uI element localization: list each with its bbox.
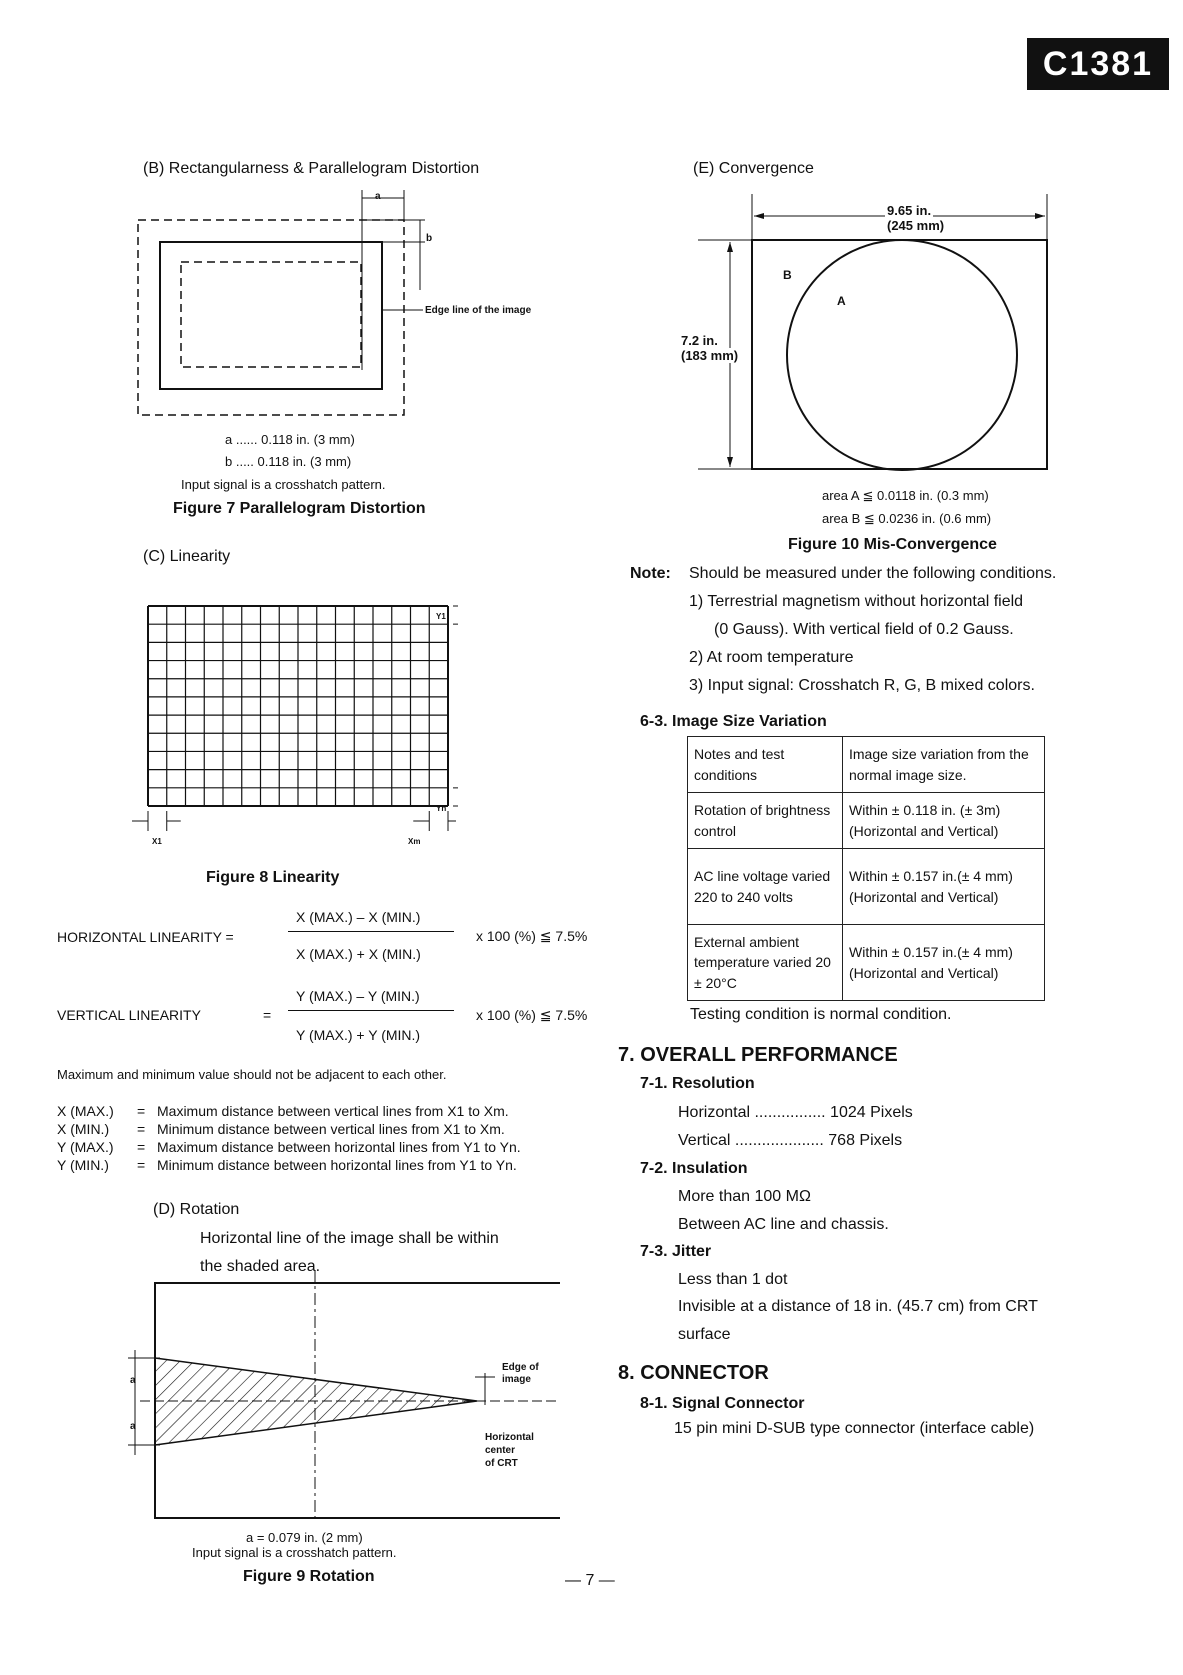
height-label-mm: (183 mm)	[681, 348, 739, 363]
edge-line-label: Edge line of the image	[425, 305, 532, 316]
center-label-1: Horizontal	[485, 1432, 534, 1443]
v-denominator: Y (MAX.) + Y (MIN.)	[296, 1027, 421, 1043]
table-row	[688, 925, 1045, 1001]
figure-8-caption: Figure 8 Linearity	[206, 869, 340, 886]
vertical-linearity-label: VERTICAL LINEARITY	[57, 1007, 201, 1023]
h-result: x 100 (%) ≦ 7.5%	[476, 928, 588, 944]
def-desc: Maximum distance between vertical lines from X1 to Xm.	[157, 1103, 509, 1119]
resolution-title: 7-1. Resolution	[640, 1075, 755, 1092]
center-label-3: of CRT	[485, 1458, 518, 1469]
def-desc: Minimum distance between horizontal lines from Y1 to Yn.	[157, 1157, 517, 1173]
def-eq: =	[137, 1157, 146, 1173]
note-label: Note:	[630, 565, 671, 582]
def-eq: =	[137, 1121, 146, 1137]
rotation-text-1: Horizontal line of the image shall be within	[200, 1230, 499, 1247]
center-label-2: center	[485, 1445, 516, 1456]
x1-label: X1	[152, 837, 162, 846]
v-numerator: Y (MAX.) – Y (MIN.)	[296, 988, 420, 1004]
edge-of-image-label-2: image	[502, 1374, 531, 1385]
table-cell: Notes and test conditions	[688, 737, 843, 793]
table-cell: Image size variation from the normal image size.	[843, 737, 1045, 793]
note-item-2: 2) At room temperature	[689, 649, 854, 666]
table-row	[688, 849, 1045, 925]
section-b-title: (B) Rectangularness & Parallelogram Distortion	[143, 160, 480, 177]
dim-b-label: b	[426, 233, 433, 244]
signal-connector-title: 8-1. Signal Connector	[640, 1395, 805, 1412]
table-cell: Within ± 0.157 in.(± 4 mm) (Horizontal and Vertical)	[843, 925, 1045, 1001]
model-badge: C1381	[1027, 38, 1169, 90]
section-c-title: (C) Linearity	[143, 548, 231, 565]
dim-a-label: a	[375, 191, 381, 202]
rotation-a-label-bottom: a	[130, 1421, 136, 1432]
table-row	[688, 793, 1045, 849]
rotation-a-label-top: a	[130, 1375, 136, 1386]
figure-9-caption: Figure 9 Rotation	[243, 1568, 375, 1585]
signal-connector-text: 15 pin mini D-SUB type connector (interface cable)	[674, 1420, 1035, 1437]
testing-condition-note: Testing condition is normal condition.	[690, 1006, 952, 1023]
jitter-condition-2: surface	[678, 1326, 731, 1343]
insulation-title: 7-2. Insulation	[640, 1160, 748, 1177]
section-d-title: (D) Rotation	[153, 1201, 240, 1218]
width-label-mm: (245 mm)	[887, 218, 945, 233]
rotation-diagram	[120, 1265, 560, 1530]
resolution-horizontal: Horizontal ................ 1024 Pixels	[678, 1104, 913, 1121]
signal-note-d: Input signal is a crosshatch pattern.	[192, 1545, 397, 1560]
h-numerator: X (MAX.) – X (MIN.)	[296, 909, 421, 925]
max-min-note: Maximum and minimum value should not be adjacent to each other.	[57, 1067, 447, 1082]
rotation-a-value: a = 0.079 in. (2 mm)	[246, 1530, 363, 1545]
yn-label: Yn	[436, 804, 447, 813]
h-fraction-bar	[288, 931, 454, 932]
insulation-value: More than 100 MΩ	[678, 1188, 811, 1205]
definition-row	[57, 1156, 521, 1174]
note-item-1: 1) Terrestrial magnetism without horizontal field	[689, 593, 1024, 610]
note-item-3: 3) Input signal: Crosshatch R, G, B mixed colors.	[689, 677, 1035, 694]
figure-10-caption: Figure 10 Mis-Convergence	[788, 536, 997, 553]
v-result: x 100 (%) ≦ 7.5%	[476, 1007, 588, 1023]
table-cell: Rotation of brightness control	[688, 793, 843, 849]
jitter-title: 7-3. Jitter	[640, 1243, 712, 1260]
area-a-spec: area A ≦ 0.0118 in. (0.3 mm)	[822, 488, 989, 503]
figure-7-caption: Figure 7 Parallelogram Distortion	[173, 500, 426, 517]
convergence-diagram	[670, 192, 1090, 472]
overall-performance-title: 7. OVERALL PERFORMANCE	[618, 1044, 898, 1066]
jitter-condition: Invisible at a distance of 18 in. (45.7 cm) from CRT	[678, 1298, 1038, 1315]
y1-label: Y1	[436, 612, 446, 621]
v-fraction-bar	[288, 1010, 454, 1011]
def-eq: =	[137, 1139, 146, 1155]
table-cell: Within ± 0.157 in.(± 4 mm) (Horizontal and Vertical)	[843, 849, 1045, 925]
table-cell: AC line voltage varied 220 to 240 volts	[688, 849, 843, 925]
size-variation-table	[687, 736, 1045, 1001]
section-e-title: (E) Convergence	[693, 160, 814, 177]
table-row	[688, 737, 1045, 793]
definition-row	[57, 1120, 521, 1138]
area-b-marker: B	[783, 268, 792, 282]
def-term: X (MIN.)	[57, 1121, 110, 1137]
def-term: Y (MIN.)	[57, 1157, 109, 1173]
area-b-spec: area B ≦ 0.0236 in. (0.6 mm)	[822, 511, 992, 526]
definition-row	[57, 1138, 521, 1156]
def-desc: Minimum distance between vertical lines from X1 to Xm.	[157, 1121, 505, 1137]
def-term: X (MAX.)	[57, 1103, 114, 1119]
a-value: a ...... 0.118 in. (3 mm)	[225, 432, 355, 447]
def-desc: Maximum distance between horizontal lines from Y1 to Yn.	[157, 1139, 521, 1155]
xm-label: Xm	[408, 837, 421, 846]
linearity-grid	[118, 588, 458, 852]
signal-note-b: Input signal is a crosshatch pattern.	[181, 477, 386, 492]
edge-of-image-label-1: Edge of	[502, 1362, 539, 1373]
definition-row	[57, 1102, 521, 1120]
connector-title: 8. CONNECTOR	[618, 1362, 769, 1384]
area-a-marker: A	[837, 294, 846, 308]
table-cell: Within ± 0.118 in. (± 3m) (Horizontal and Vertical)	[843, 793, 1045, 849]
size-variation-title: 6-3. Image Size Variation	[640, 713, 827, 730]
table-cell: External ambient temperature varied 20 ± 20°C	[688, 925, 843, 1001]
rotation-text-2: the shaded area.	[200, 1258, 321, 1275]
width-label-in: 9.65 in.	[887, 203, 932, 218]
note-item-1b: (0 Gauss). With vertical field of 0.2 Gauss.	[714, 621, 1014, 638]
h-denominator: X (MAX.) + X (MIN.)	[296, 946, 421, 962]
resolution-vertical: Vertical .................... 768 Pixels	[678, 1132, 903, 1149]
insulation-condition: Between AC line and chassis.	[678, 1216, 889, 1233]
v-equals: =	[263, 1007, 272, 1023]
jitter-value: Less than 1 dot	[678, 1271, 788, 1288]
height-label-in: 7.2 in.	[681, 333, 718, 348]
page-number: — 7 —	[565, 1572, 615, 1589]
horizontal-linearity-label: HORIZONTAL LINEARITY =	[57, 929, 234, 945]
definitions-list	[57, 1102, 521, 1174]
def-term: Y (MAX.)	[57, 1139, 114, 1155]
def-eq: =	[137, 1103, 146, 1119]
note-text: Should be measured under the following conditions.	[689, 565, 1057, 582]
b-value: b ..... 0.118 in. (3 mm)	[225, 454, 352, 469]
